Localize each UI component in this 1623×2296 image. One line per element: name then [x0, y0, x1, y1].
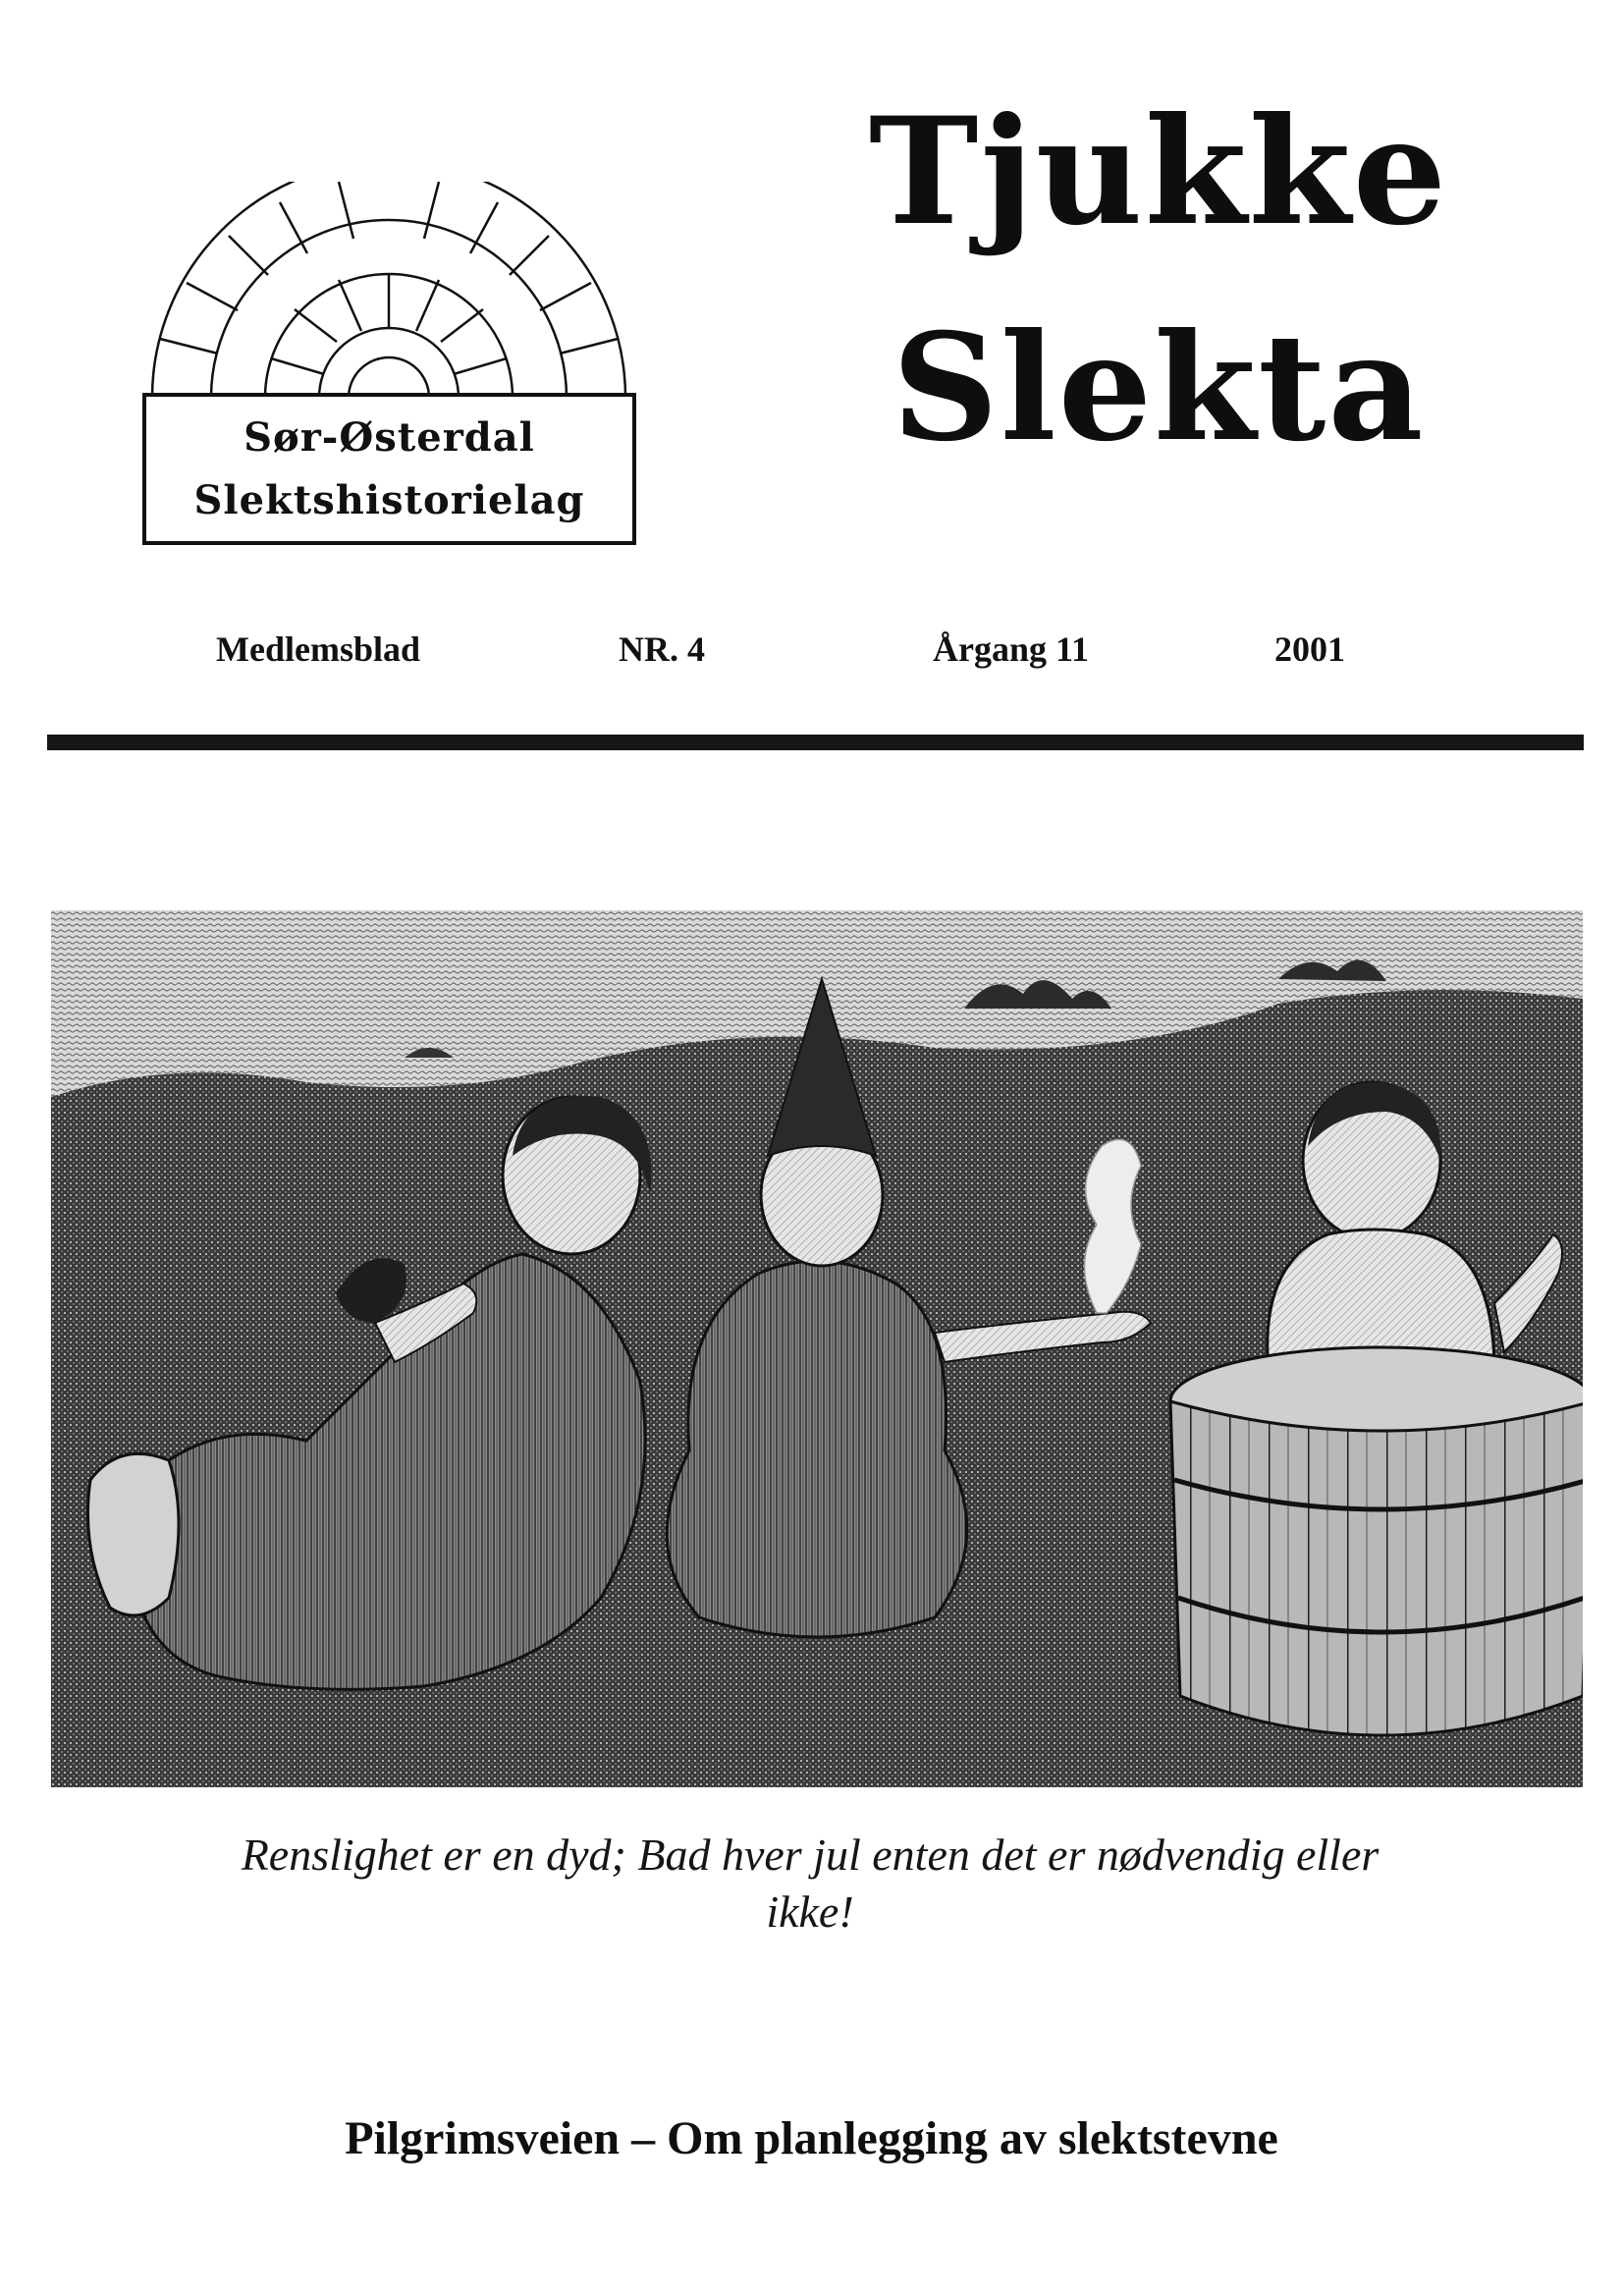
arch-emblem-icon — [137, 182, 648, 417]
society-logo — [137, 182, 648, 560]
issue-number: NR. 4 — [619, 629, 705, 669]
title-line-2: Slekta — [892, 301, 1426, 474]
masthead-divider — [47, 735, 1584, 750]
masthead-title — [854, 85, 1463, 474]
illustration-caption: Renslighet er en dyd; Bad hver jul enten det er nødvendig eller ikke! — [241, 1830, 1380, 1937]
title-line-1: Tjukke — [868, 85, 1449, 258]
publication-type: Medlemsblad — [216, 629, 421, 669]
bathing-engraving-image — [51, 910, 1583, 1787]
logo-name-box — [142, 393, 636, 545]
volume-number: Årgang 11 — [933, 629, 1090, 669]
logo-line-society: Slektshistorielag — [193, 477, 585, 523]
cover-headline: Pilgrimsveien – Om planlegging av slektstevne — [345, 2112, 1278, 2164]
logo-line-region: Sør-Østerdal — [243, 414, 535, 461]
cover-illustration — [51, 910, 1583, 1787]
issue-year: 2001 — [1274, 629, 1345, 669]
